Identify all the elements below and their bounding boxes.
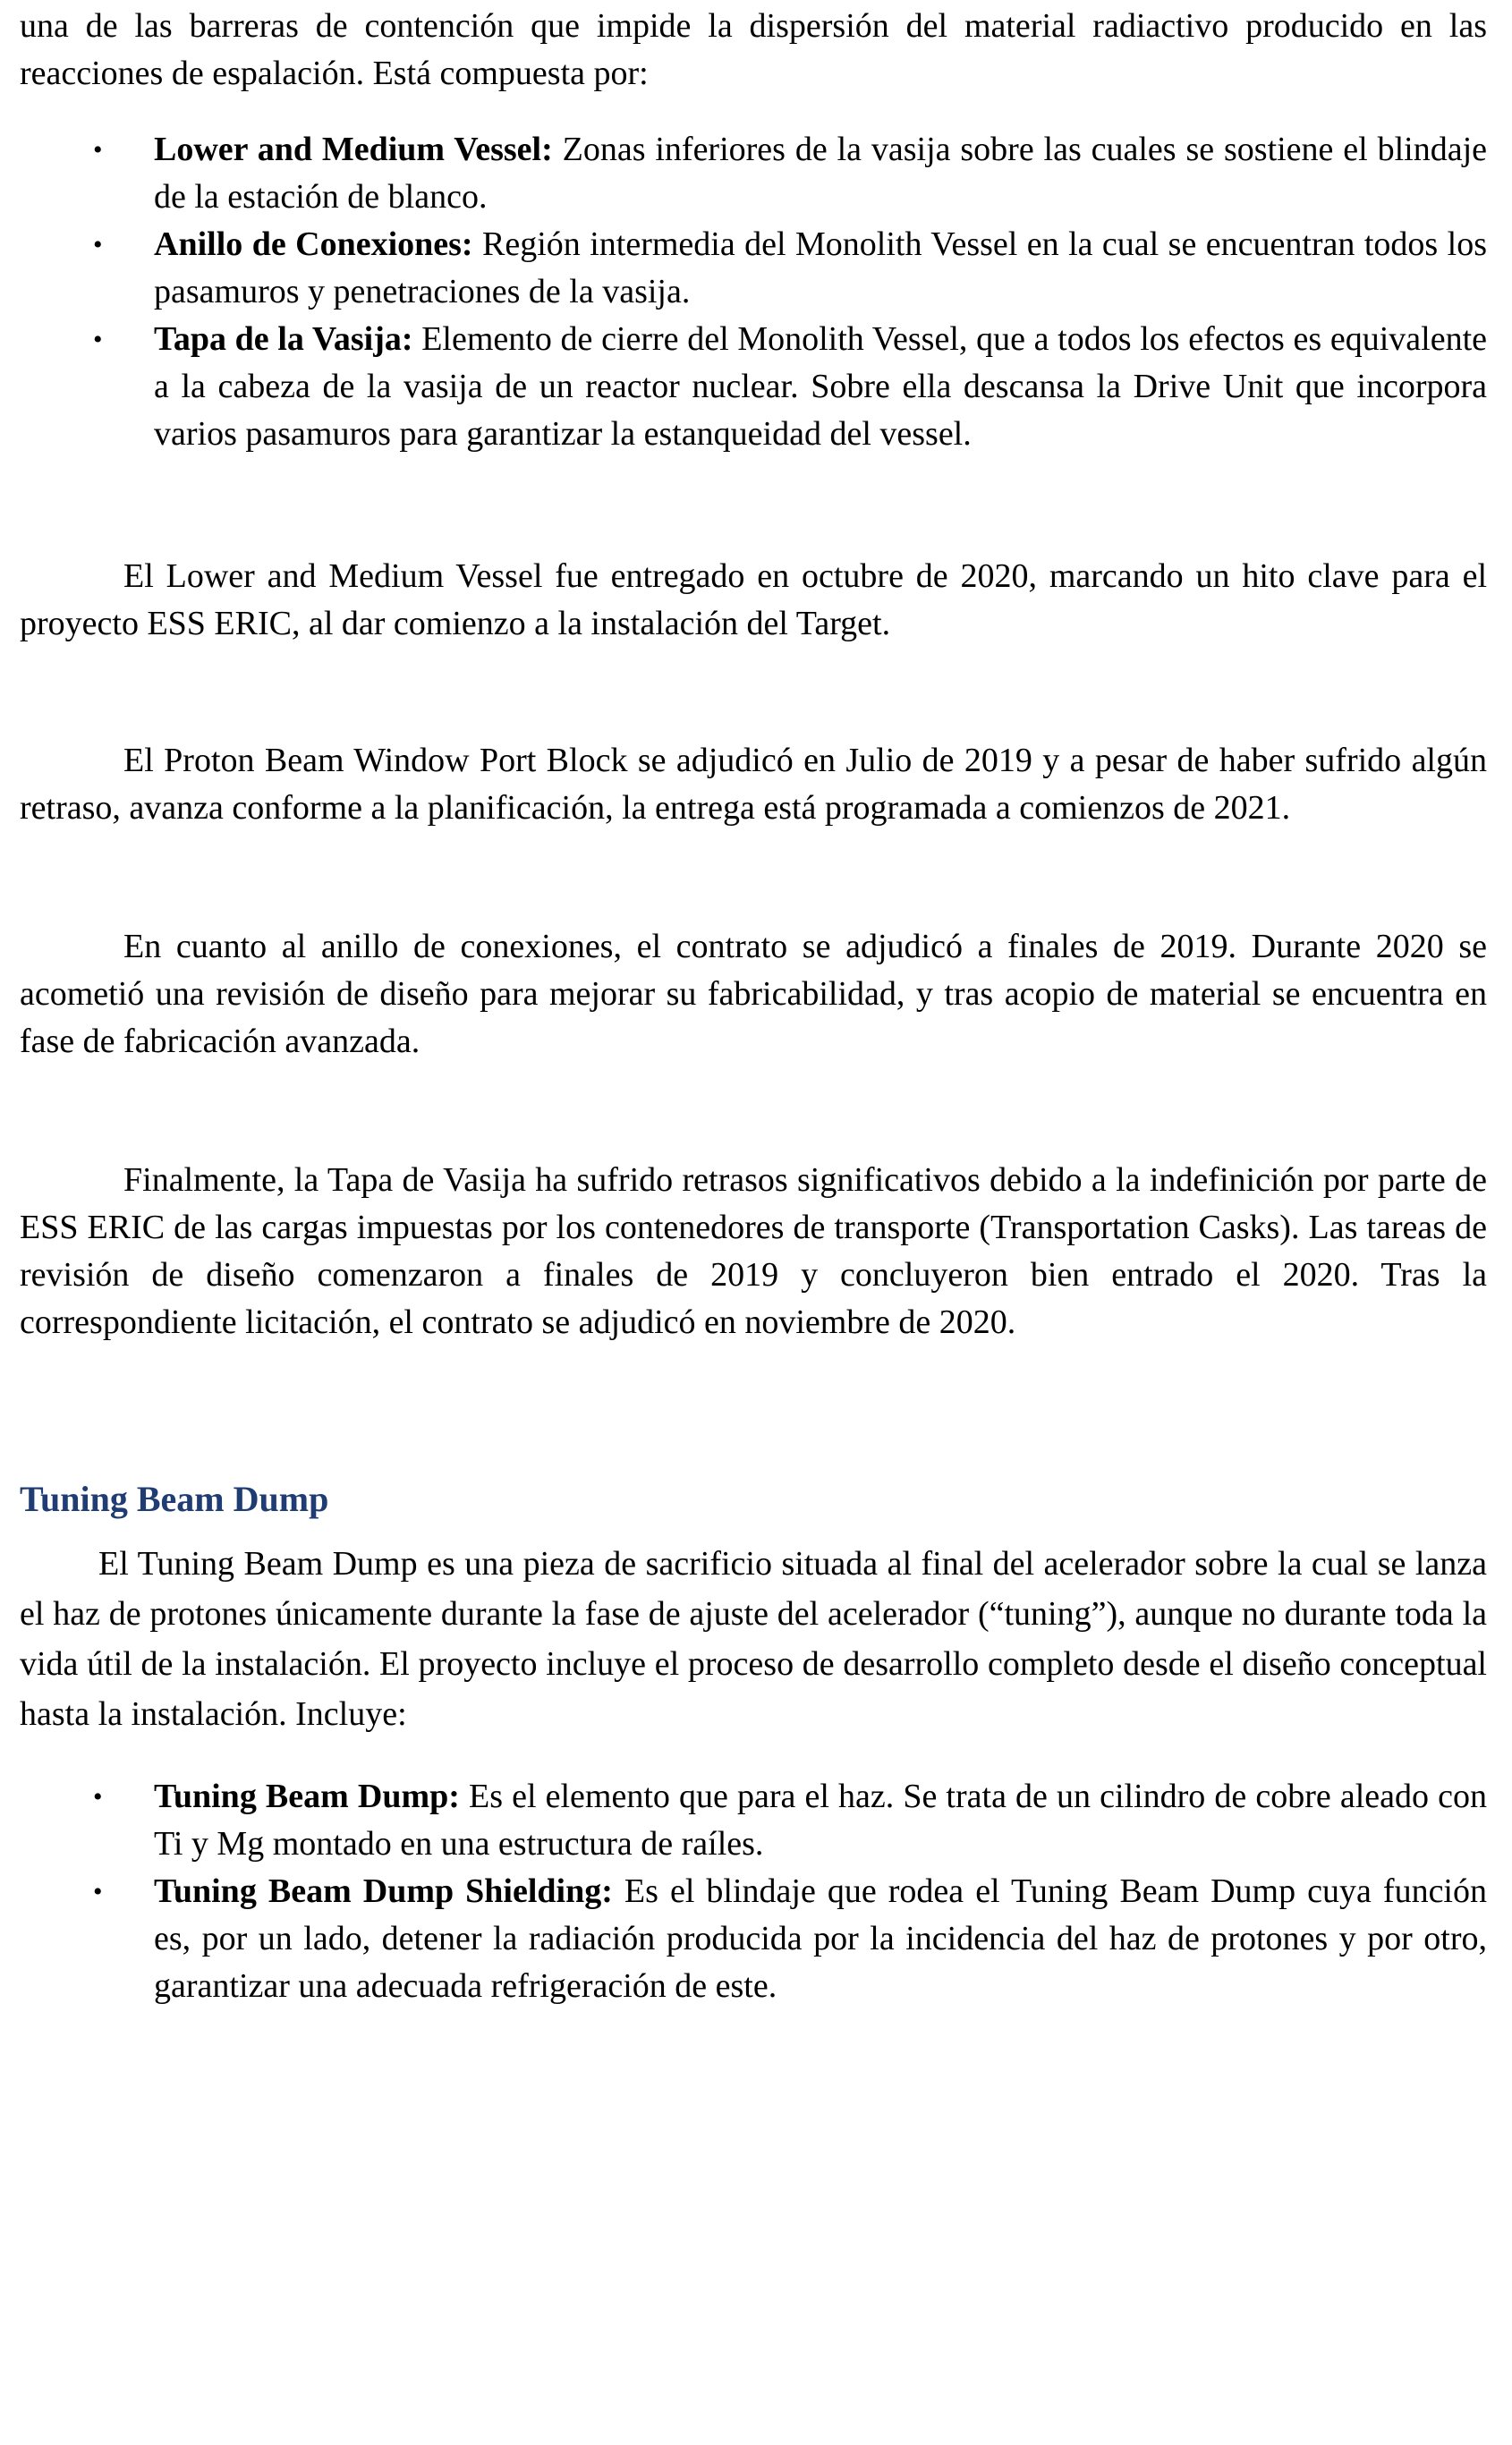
list-item [20,316,1487,458]
list-item-desc: Es el elemento que para el haz. Se trata de un cilindro de cobre aleado con Ti y Mg montado en una estructura de raíles. [154,1778,1487,1863]
tuning-intro-paragraph: El Tuning Beam Dump es una pieza de sacrificio situada al final del acelerador sobre la cual se lanza el haz de protones únicamente durante la fase de ajuste del acelerador (“tuning”), aunque no durante toda la vida útil de la instalación. El proyecto incluye el proceso de desarrollo completo desde el diseño conceptual hasta la instalación. Incluye: [20,1545,1487,1733]
list-item [20,221,1487,316]
tuning-items-list [20,1773,1487,2010]
bullet-icon: • [93,135,103,165]
list-item-desc: Es el blindaje que rodea el Tuning Beam Dump cuya función es, por un lado, detener la radiación producida por la incidencia del haz de protones y por otro, garantizar una adecuada refrigeración de este. [154,1872,1487,2005]
list-item [20,1868,1487,2010]
document-page [20,0,1487,2010]
vessel-parts-list [20,126,1487,458]
list-item-term: Lower and Medium Vessel: [154,131,553,168]
lower-vessel-paragraph: El Lower and Medium Vessel fue entregado en octubre de 2020, marcando un hito clave para el proyecto ESS ERIC, al dar comienzo a la instalación del Target. [20,557,1487,642]
list-item-term: Tapa de la Vasija: [154,320,413,358]
anillo-paragraph: En cuanto al anillo de conexiones, el contrato se adjudicó a finales de 2019. Durante 2020 se acometió una revisión de diseño para mejorar su fabricabilidad, y tras acopio de material se encuentra en fase de fabricación avanzada. [20,928,1487,1060]
list-item-desc: Zonas inferiores de la vasija sobre las cuales se sostiene el blindaje de la estación de blanco. [154,131,1487,216]
list-item-desc: Elemento de cierre del Monolith Vessel, que a todos los efectos es equivalente a la cabeza de la vasija de un reactor nuclear. Sobre ella descansa la Drive Unit que incorpora varios pasamuros para garantizar la estanqueidad del vessel. [154,320,1487,453]
list-item-term: Tuning Beam Dump: [154,1778,460,1815]
intro-paragraph: una de las barreras de contención que impide la dispersión del material radiactivo producido en las reacciones de espalación. Está compuesta por: [20,7,1487,92]
bullet-icon: • [93,230,103,259]
section-heading: Tuning Beam Dump [20,1479,329,1519]
bullet-icon: • [93,325,103,354]
bullet-icon: • [93,1877,103,1906]
list-item [20,126,1487,221]
list-item [20,1773,1487,1868]
list-item-desc: Región intermedia del Monolith Vessel en la cual se encuentran todos los pasamuros y penetraciones de la vasija. [154,225,1487,310]
bullet-icon: • [93,1782,103,1812]
proton-beam-paragraph: El Proton Beam Window Port Block se adjudicó en Julio de 2019 y a pesar de haber sufrido algún retraso, avanza conforme a la planificación, la entrega está programada a comienzos de 2021. [20,742,1487,827]
list-item-term: Anillo de Conexiones: [154,225,473,263]
list-item-term: Tuning Beam Dump Shielding: [154,1872,613,1910]
tapa-paragraph: Finalmente, la Tapa de Vasija ha sufrido retrasos significativos debido a la indefinición por parte de ESS ERIC de las cargas impuestas por los contenedores de transporte (Transportation Casks). Las tareas de revisión de diseño comenzaron a finales de 2019 y concluyeron bien entrado el 2020. Tras la correspondiente licitación, el contrato se adjudicó en noviembre de 2020. [20,1161,1487,1341]
